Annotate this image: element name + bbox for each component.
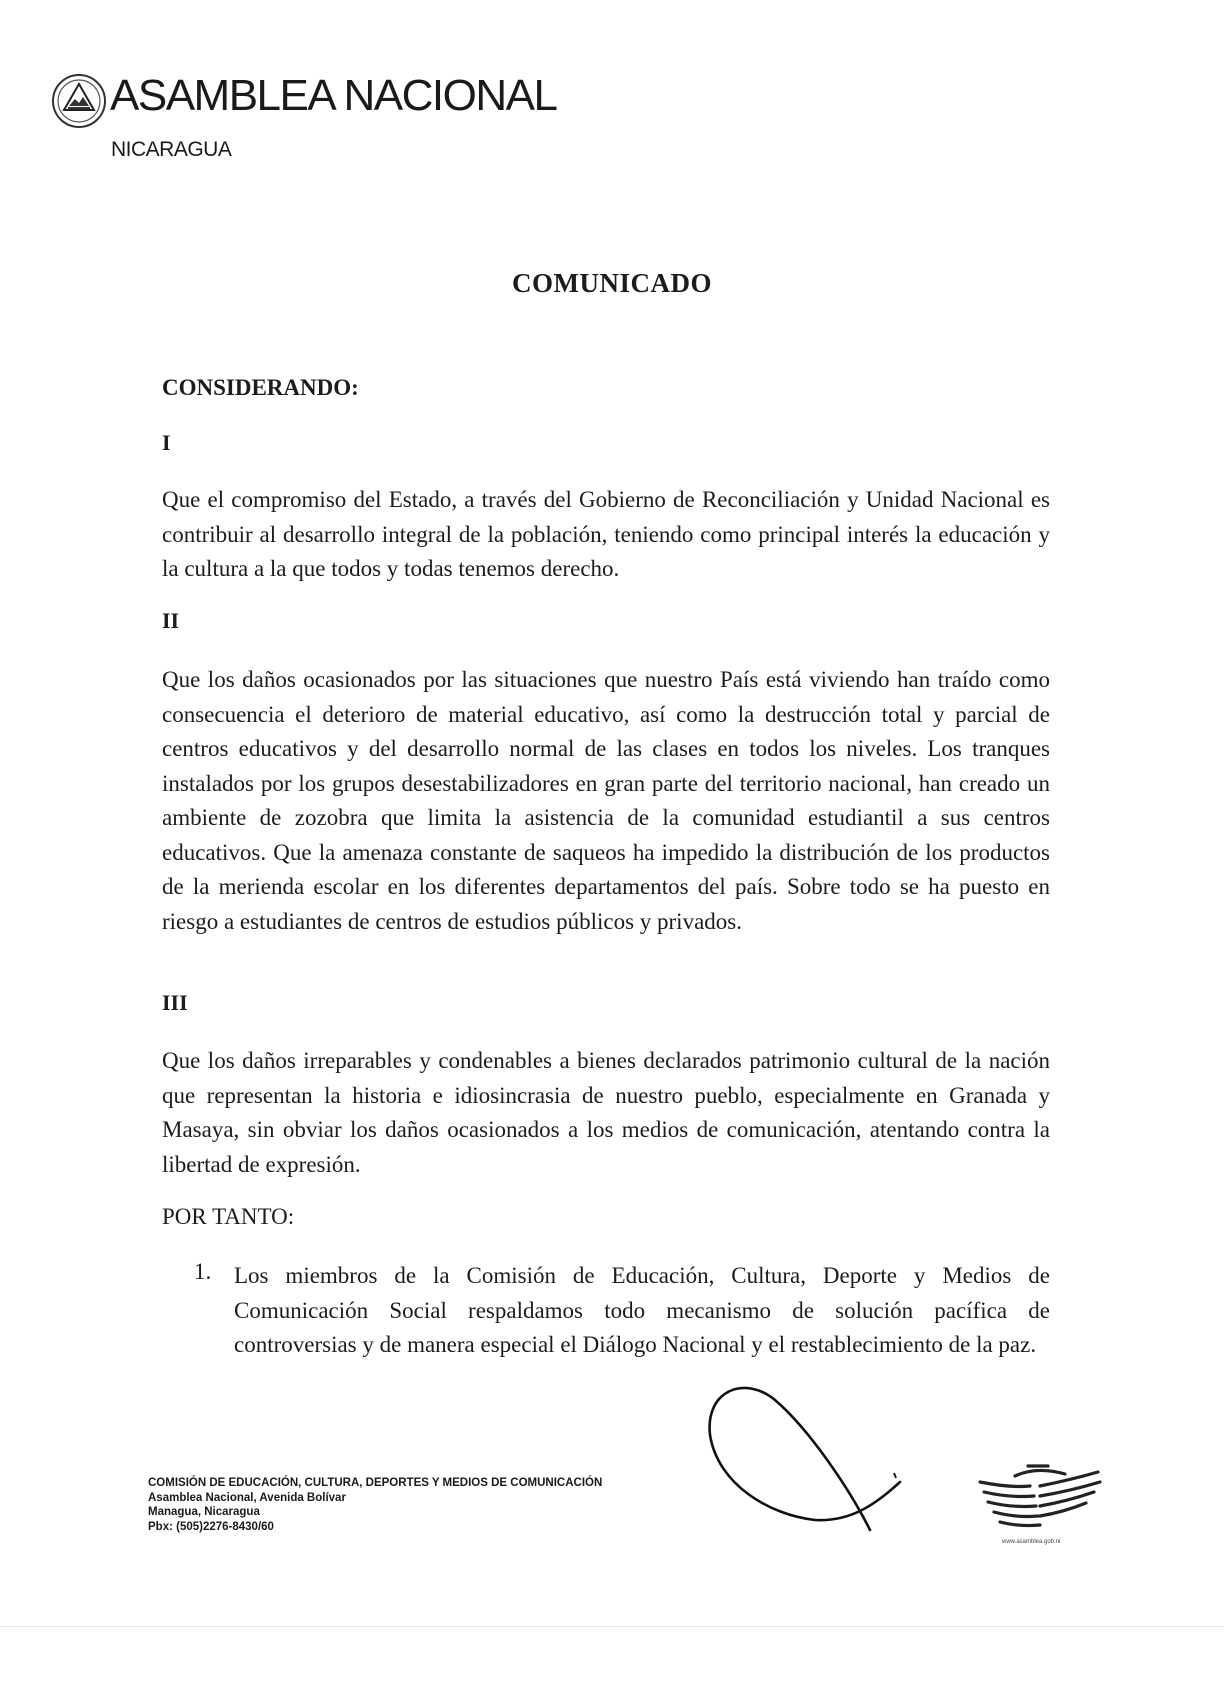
por-tanto-heading: POR TANTO: [162, 1204, 295, 1229]
section-numeral: I [162, 430, 171, 455]
org-name: ASAMBLEA NACIONAL [110, 71, 557, 120]
considerando-heading: CONSIDERANDO: [162, 375, 359, 400]
document-title: COMUNICADO [512, 268, 712, 298]
assembly-hemicycle-logo-icon [970, 1454, 1118, 1546]
resolution-text: Los miembros de la Comisión de Educación, Cultura, Deporte y Medios de Comunicación Social respaldamos todo mecanismo de solución pacífica de controversias y de manera especial el Diálogo Nacional y el restablecimiento de la paz. [234, 1263, 1050, 1357]
footer-url: www.asamblea.gob.ni [1002, 1539, 1061, 1545]
section-paragraph: Que los daños ocasionados por las situaciones que nuestro País está viviendo han traído como consecuencia el deterioro de material educativo, así como la destrucción total y parcial de centros educativos y del desarrollo normal de las clases en todos los niveles. Los tranques instalados por los grupos desestabilizadores en gran parte del territorio nacional, han creado un ambiente de zozobra que limita la asistencia de la comunidad estudiantil a sus centros educativos. Que la amenaza constante de saqueos ha impedido la distribución de los productos de la merienda escolar en los diferentes departamentos del país. Sobre todo se ha puesto en riesgo a estudiantes de centros de estudios públicos y privados. [162, 667, 1050, 934]
section-numeral: III [162, 990, 188, 1015]
footer-phone: Pbx: (505)2276-8430/60 [148, 1520, 274, 1533]
footer-city: Managua, Nicaragua [148, 1506, 260, 1518]
resolution-number: 1. [194, 1259, 212, 1284]
org-country: NICARAGUA [111, 138, 232, 161]
section-paragraph: Que los daños irreparables y condenables a bienes declarados patrimonio cultural de la nación que representan la historia e idiosincrasia de nuestro pueblo, especialmente en Granada y Masaya, sin obviar los daños ocasionados a los medios de comunicación, atentando contra la libertad de expresión. [162, 1048, 1050, 1177]
section-paragraph: Que el compromiso del Estado, a través del Gobierno de Reconciliación y Unidad Nacional es contribuir al desarrollo integral de la población, teniendo como principal interés la educación y la cultura a la que todos y todas tenemos derecho. [162, 487, 1050, 581]
footer-contact [148, 1476, 708, 1534]
page-edge-divider [0, 1626, 1224, 1627]
national-seal-icon [50, 70, 108, 132]
footer-address: Asamblea Nacional, Avenida Bolívar [148, 1491, 346, 1504]
section-numeral: II [162, 608, 180, 633]
footer-commission: COMISIÓN DE EDUCACIÓN, CULTURA, DEPORTES Y MEDIOS DE COMUNICACIÓN [148, 1477, 603, 1489]
handwritten-signature [700, 1370, 960, 1550]
